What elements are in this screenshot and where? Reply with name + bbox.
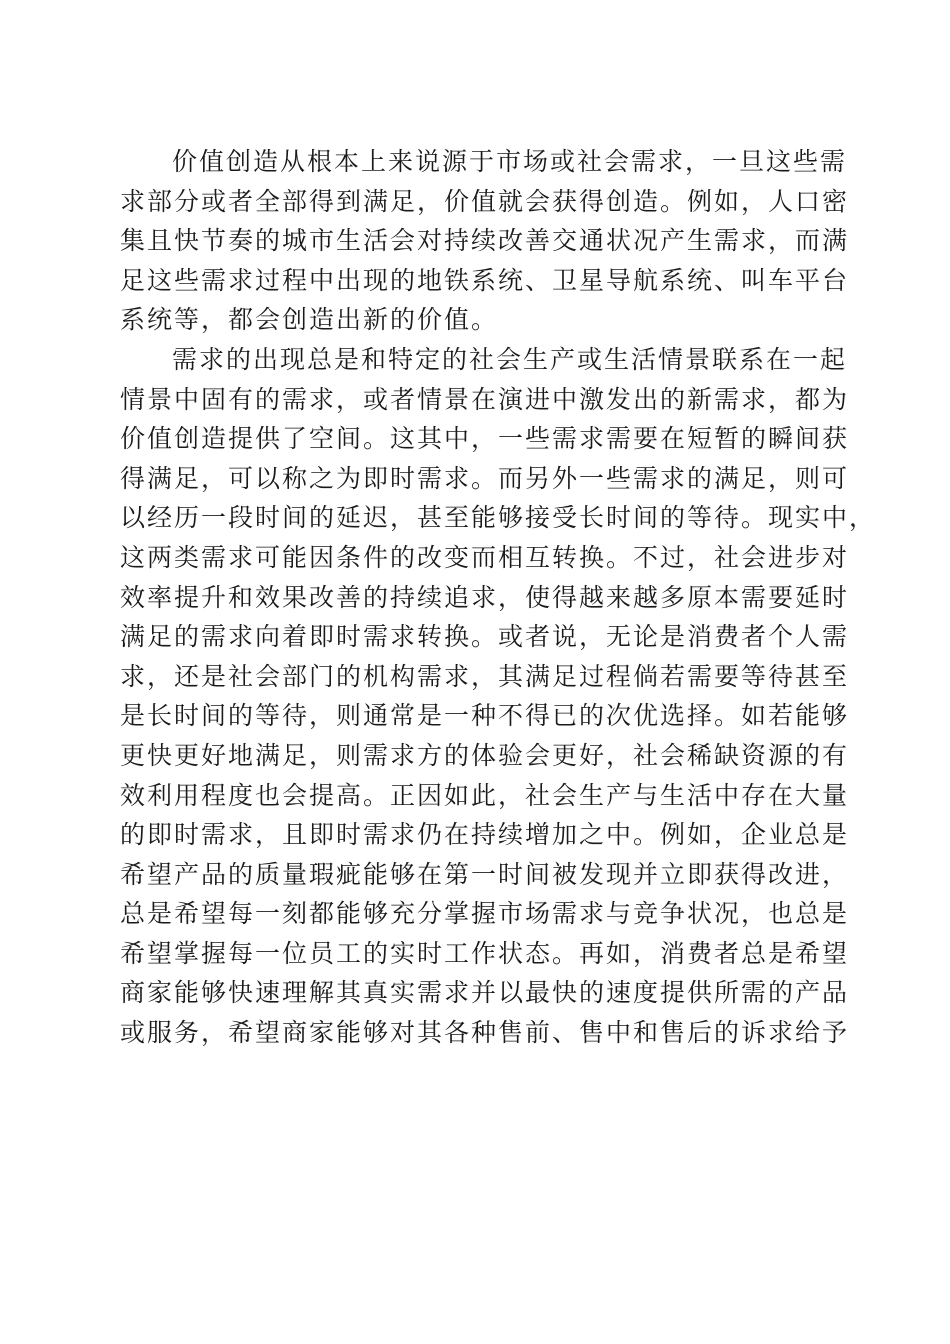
paragraph-1-line: 足这些需求过程中出现的地铁系统、卫星导航系统、叫车平台: [120, 265, 850, 295]
paragraph-2-line: 总是希望每一刻都能够充分掌握市场需求与竞争状况，也总是: [120, 899, 850, 929]
paragraph-2-line: 得满足，可以称之为即时需求。而另外一些需求的满足，则可: [120, 463, 850, 493]
paragraph-2-line: 是长时间的等待，则通常是一种不得已的次优选择。如若能够: [120, 701, 850, 731]
paragraph-2-line: 需求的出现总是和特定的社会生产或生活情景联系在一起: [172, 344, 848, 374]
paragraph-1-line: 价值创造从根本上来说源于市场或社会需求，一旦这些需: [172, 147, 848, 176]
paragraph-2-line: 效利用程度也会提高。正因如此，社会生产与生活中存在大量: [120, 780, 850, 810]
paragraph-2-line: 商家能够快速理解其真实需求并以最快的速度提供所需的产品: [120, 978, 850, 1008]
paragraph-2-line: 情景中固有的需求，或者情景在演进中激发出的新需求，都为: [120, 384, 850, 414]
paragraph-2-line: 价值创造提供了空间。这其中，一些需求需要在短暂的瞬间获: [120, 424, 850, 454]
paragraph-2-line: 或服务，希望商家能够对其各种售前、售中和售后的诉求给予: [120, 1018, 850, 1048]
paragraph-1-line: 集且快节奏的城市生活会对持续改善交通状况产生需求，而满: [120, 226, 850, 256]
paragraph-2-line: 效率提升和效果改善的持续追求，使得越来越多原本需要延时: [120, 582, 850, 612]
paragraph-2-line: 希望掌握每一位员工的实时工作状态。再如，消费者总是希望: [120, 938, 850, 968]
paragraph-2-line: 以经历一段时间的延迟，甚至能够接受长时间的等待。现实中，: [120, 503, 877, 533]
body-text: [120, 142, 877, 1053]
paragraph-2-line: 满足的需求向着即时需求转换。或者说，无论是消费者个人需: [120, 622, 850, 652]
paragraph-2-line: 更快更好地满足，则需求方的体验会更好，社会稀缺资源的有: [120, 740, 850, 770]
paragraph-2-line: 希望产品的质量瑕疵能够在第一时间被发现并立即获得改进，: [120, 859, 850, 889]
paragraph-1-line: 求部分或者全部得到满足，价值就会获得创造。例如，人口密: [120, 186, 850, 216]
paragraph-1-line: 系统等，都会创造出新的价值。: [120, 305, 499, 335]
paragraph-2-line: 求，还是社会部门的机构需求，其满足过程倘若需要等待甚至: [120, 661, 850, 691]
paragraph-2-line: 这两类需求可能因条件的改变而相互转换。不过，社会进步对: [120, 542, 850, 572]
paragraph-2-line: 的即时需求，且即时需求仍在持续增加之中。例如，企业总是: [120, 820, 850, 850]
